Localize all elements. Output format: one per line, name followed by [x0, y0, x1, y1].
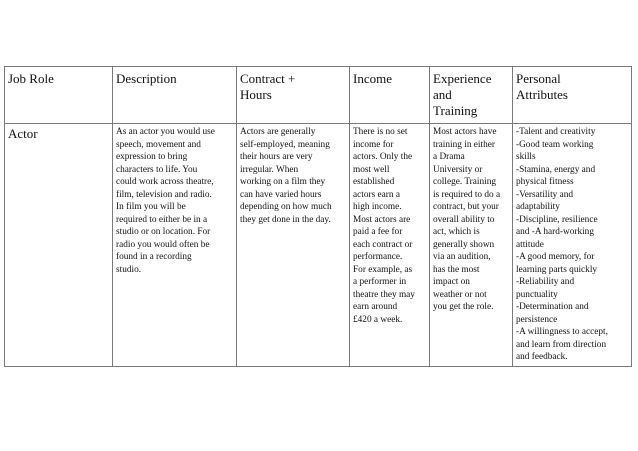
cell-line: and -A hard-working	[516, 227, 594, 237]
cell-line: paid a fee for	[353, 227, 403, 237]
cell-line: Training	[433, 103, 478, 118]
cell-line: a performer in	[353, 277, 407, 287]
cell-line: -A good memory, for	[516, 252, 595, 262]
cell-experience-training	[430, 124, 513, 367]
cell-line: overall ability to	[433, 214, 495, 225]
cell-line: most well	[353, 164, 390, 175]
cell-line: can have varied hours	[240, 189, 322, 200]
cell-line: college. Training	[433, 177, 497, 187]
cell-line: -Determination and	[516, 302, 589, 312]
cell-line: -Good team working	[516, 139, 594, 150]
cell-line: actors earn a	[353, 189, 400, 200]
cell-description	[113, 124, 237, 367]
cell-line: their hours are very	[240, 152, 313, 162]
cell-line: is required to do a	[433, 189, 501, 200]
header-experience-training	[430, 67, 513, 124]
cell-line: Description	[116, 71, 177, 86]
cell-line: could work across theatre,	[116, 177, 214, 187]
cell-line: -Discipline, resilience	[516, 214, 598, 225]
cell-line: actors. Only the	[353, 152, 413, 162]
cell-line: There is no set	[353, 127, 408, 137]
cell-line: act, which is	[433, 227, 480, 237]
cell-line: Actors are generally	[240, 127, 316, 137]
cell-line: a Drama	[433, 152, 465, 162]
header-job-role	[5, 67, 113, 124]
cell-line: they get done in the day.	[240, 214, 331, 225]
cell-line: -Stamina, energy and	[516, 164, 596, 175]
cell-line: irregular. When	[240, 164, 299, 175]
cell-line: physical fitness	[516, 177, 574, 187]
cell-line: speech, movement and	[116, 139, 201, 150]
cell-line: established	[353, 177, 395, 187]
header-personal-attributes	[513, 67, 632, 124]
cell-line: £420 a week.	[353, 314, 403, 325]
cell-line: each contract or	[353, 239, 413, 250]
cell-line: self-employed, meaning	[240, 139, 330, 150]
cell-line: University or	[433, 164, 483, 175]
header-description	[113, 67, 237, 124]
cell-line: and learn from direction	[516, 339, 607, 350]
cell-line: high income.	[353, 202, 402, 212]
header-income	[350, 67, 430, 124]
cell-line: adaptability	[516, 202, 560, 212]
cell-line: attitude	[516, 239, 544, 250]
cell-line: -Talent and creativity	[516, 127, 596, 137]
cell-line: earn around	[353, 302, 398, 312]
cell-line: characters to life. You	[116, 164, 198, 175]
cell-line: weather or not	[433, 289, 487, 300]
cell-line: generally shown	[433, 239, 495, 250]
cell-line: radio you would often be	[116, 239, 210, 250]
cell-line: Contract +	[240, 71, 296, 86]
cell-line: -Versatility and	[516, 189, 574, 200]
cell-line: performance.	[353, 252, 403, 262]
cell-line: -Reliability and	[516, 277, 575, 287]
cell-line: impact on	[433, 277, 470, 287]
cell-line: depending on how much	[240, 202, 332, 212]
cell-line: persistence	[516, 314, 558, 325]
header-row	[5, 67, 632, 124]
cell-line: Attributes	[516, 87, 568, 102]
cell-line: As an actor you would use	[116, 127, 215, 137]
cell-line: and	[433, 87, 452, 102]
cell-personal-attributes	[513, 124, 632, 367]
cell-line: found in a recording	[116, 252, 192, 262]
cell-line: has the most	[433, 264, 480, 275]
cell-line: skills	[516, 152, 536, 162]
table-row	[5, 124, 632, 367]
cell-line: In film you will be	[116, 202, 186, 212]
cell-line: Hours	[240, 87, 272, 102]
cell-line: theatre they may	[353, 289, 415, 300]
cell-line: via an audition,	[433, 252, 491, 262]
cell-line: punctuality	[516, 289, 558, 300]
cell-line: Most actors have	[433, 127, 497, 137]
header-contract-hours	[237, 67, 350, 124]
cell-income	[350, 124, 430, 367]
cell-line: you get the role.	[433, 302, 494, 312]
cell-line: training in either	[433, 139, 495, 150]
cell-line: Income	[353, 71, 392, 86]
cell-line: studio or on location. For	[116, 227, 211, 237]
cell-line: expression to bring	[116, 152, 188, 162]
job-role-table	[4, 66, 632, 367]
cell-line: contract, but your	[433, 202, 499, 212]
cell-line: Job Role	[8, 71, 54, 86]
cell-line: Most actors are	[353, 214, 411, 225]
cell-job-role: Actor	[5, 124, 113, 367]
cell-line: Experience	[433, 71, 492, 86]
cell-line: Personal	[516, 71, 561, 86]
cell-line: For example, as	[353, 264, 413, 275]
cell-line: and feedback.	[516, 352, 568, 362]
cell-line: studio.	[116, 264, 142, 275]
cell-line: learning parts quickly	[516, 264, 598, 275]
cell-line: -A willingness to accept,	[516, 327, 608, 337]
cell-line: income for	[353, 139, 394, 150]
cell-contract-hours	[237, 124, 350, 367]
cell-line: working on a film they	[240, 177, 326, 187]
cell-line: required to either be in a	[116, 214, 208, 225]
cell-line: film, television and radio.	[116, 189, 212, 200]
